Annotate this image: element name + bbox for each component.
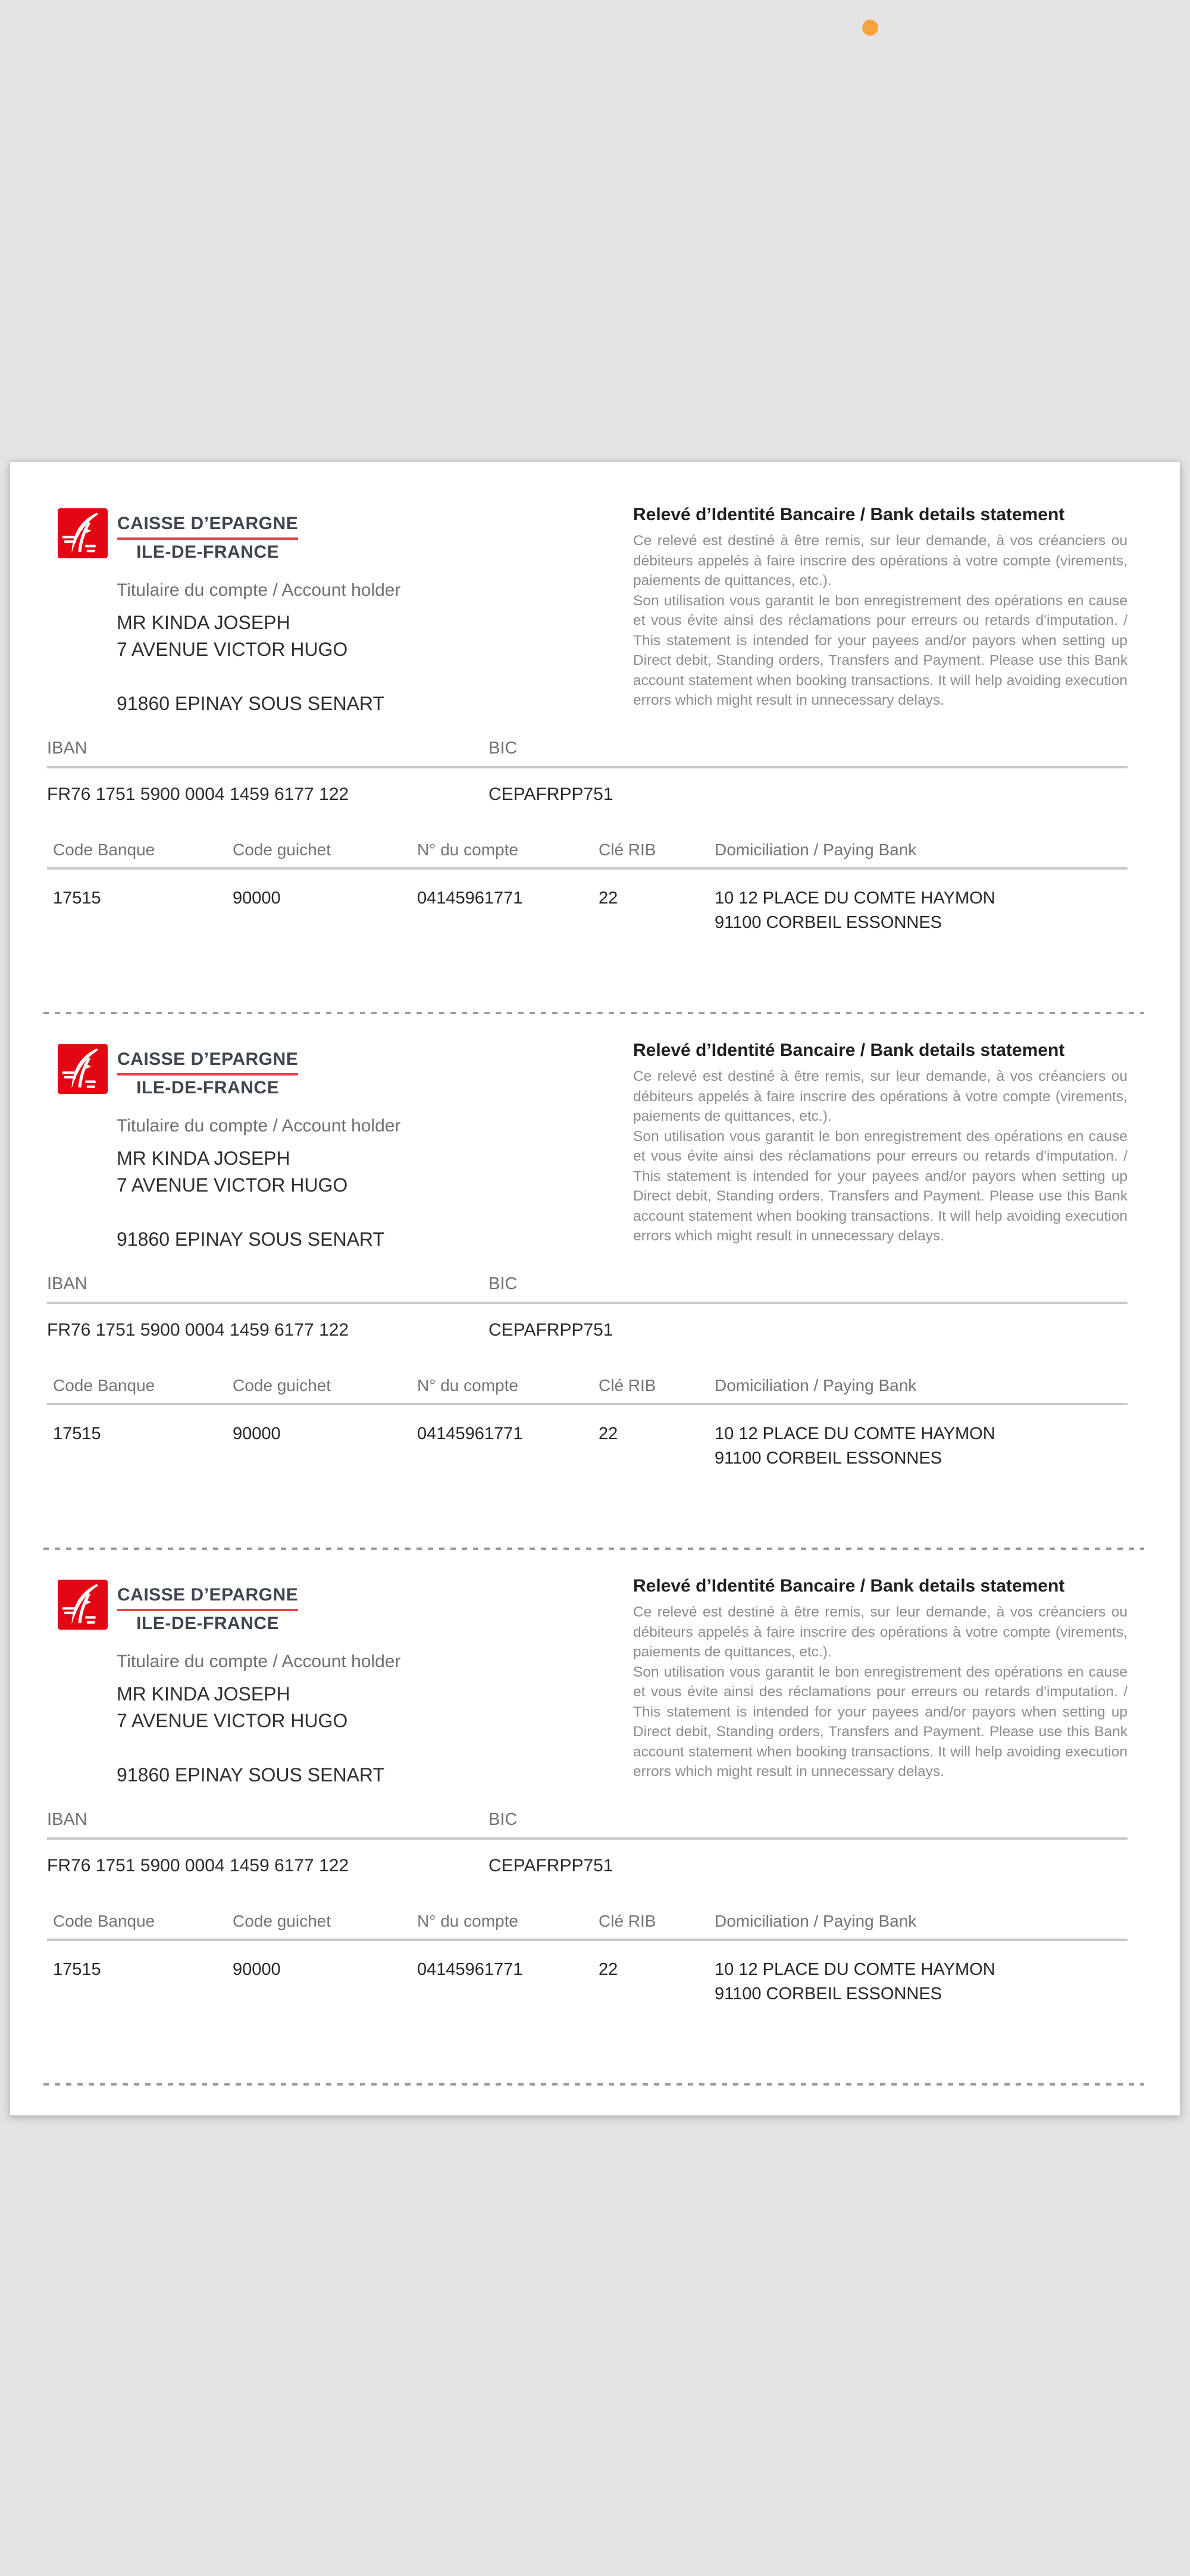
statement-info-column: [633, 1576, 1128, 1782]
iban-bic-label-row: [47, 739, 1128, 758]
iban-bic-value-row: [47, 1320, 1128, 1340]
statement-title: Relevé d’Identité Bancaire / Bank details statement: [633, 1040, 1065, 1060]
account-holder-block: [117, 1116, 633, 1253]
domiciliation-line2: 91100 CORBEIL ESSONNES: [715, 1449, 942, 1468]
numero-compte-header: N° du compte: [417, 1912, 518, 1930]
rib-table-value-row: [47, 886, 1128, 935]
account-holder-city: 91860 EPINAY SOUS SENART: [117, 693, 384, 714]
domiciliation-header: Domiciliation / Paying Bank: [715, 1376, 917, 1395]
code-banque-header: Code Banque: [53, 1376, 155, 1395]
divider-line: [47, 1302, 1128, 1304]
iban-label: IBAN: [47, 739, 87, 758]
rib-table-value-row: [47, 1958, 1128, 2006]
section-header: [47, 505, 1128, 717]
iban-label: IBAN: [47, 1810, 87, 1829]
rib-table-header-row: [47, 1376, 1128, 1395]
divider-line: [47, 1939, 1128, 1941]
divider-line: [47, 1403, 1128, 1405]
cle-rib-header: Clé RIB: [599, 1912, 656, 1930]
cle-rib-header: Clé RIB: [599, 840, 656, 859]
statement-title: Relevé d’Identité Bancaire / Bank details statement: [633, 1576, 1065, 1596]
document-page: [10, 461, 1180, 2116]
divider-line: [47, 867, 1128, 870]
cut-line-separator: [43, 2083, 1144, 2086]
bank-region: ILE-DE-FRANCE: [136, 1078, 279, 1098]
account-holder-block: [117, 580, 633, 717]
account-holder-name: MR KINDA JOSEPH: [117, 612, 290, 633]
domiciliation-header: Domiciliation / Paying Bank: [715, 840, 917, 859]
domiciliation-line2: 91100 CORBEIL ESSONNES: [715, 913, 942, 932]
statement-paragraph-fr: Ce relevé est destiné à être remis, sur leur demande, à vos créanciers ou débiteurs appelés à faire inscrire des opérations à votre compte (virements, paiements de quittances, etc.).: [633, 1604, 1128, 1660]
cle-rib-value: 22: [599, 889, 618, 908]
recording-indicator-dot: [862, 20, 878, 36]
statement-paragraph-mixed: Son utilisation vous garantit le bon enregistrement des opérations en cause et vous évite ainsi des réclamations pour erreurs ou retards d'imputation. / This statement is intended for your payees and/or payors when setting up Direct debit, Standing orders, Transfers and Payment. Please use this Bank account statement when booking transactions. It will help avoiding execution errors which might result in unnecessary delays.: [633, 592, 1128, 708]
account-holder-address: 7 AVENUE VICTOR HUGO: [117, 1174, 348, 1196]
numero-compte-header: N° du compte: [417, 1376, 518, 1395]
rib-statement-section: [47, 505, 1128, 1044]
iban-bic-label-row: [47, 1274, 1128, 1294]
bank-and-holder-column: [47, 1044, 633, 1253]
code-guichet-header: Code guichet: [233, 840, 331, 859]
bank-name: CAISSE D’EPARGNE: [117, 1049, 298, 1076]
code-banque-value: 17515: [53, 889, 101, 908]
bic-value: CEPAFRPP751: [488, 1320, 613, 1340]
section-header: [47, 1576, 1128, 1789]
domiciliation-value: [715, 886, 1128, 935]
statement-paragraph-mixed: Son utilisation vous garantit le bon enregistrement des opérations en cause et vous évite ainsi des réclamations pour erreurs ou retards d'imputation. / This statement is intended for your payees and/or payors when setting up Direct debit, Standing orders, Transfers and Payment. Please use this Bank account statement when booking transactions. It will help avoiding execution errors which might result in unnecessary delays.: [633, 1128, 1128, 1244]
account-holder-label: Titulaire du compte / Account holder: [117, 1116, 401, 1136]
bank-brand: [58, 508, 633, 562]
iban-value: FR76 1751 5900 0004 1459 6177 122: [47, 1320, 349, 1340]
account-holder-label: Titulaire du compte / Account holder: [117, 580, 401, 600]
bank-name: CAISSE D’EPARGNE: [117, 1585, 298, 1611]
domiciliation-line1: 10 12 PLACE DU COMTE HAYMON: [715, 1960, 995, 1979]
caisse-epargne-squirrel-logo-icon: [58, 508, 108, 558]
section-header: [47, 1040, 1128, 1253]
bank-name-block: [117, 1044, 298, 1098]
statement-paragraph-fr: Ce relevé est destiné à être remis, sur leur demande, à vos créanciers ou débiteurs appelés à faire inscrire des opérations à votre compte (virements, paiements de quittances, etc.).: [633, 533, 1128, 589]
bic-value: CEPAFRPP751: [488, 1856, 613, 1875]
bank-brand: [58, 1580, 633, 1634]
account-holder-name: MR KINDA JOSEPH: [117, 1148, 290, 1169]
statement-title: Relevé d’Identité Bancaire / Bank details statement: [633, 505, 1065, 524]
cle-rib-value: 22: [599, 1424, 618, 1443]
bank-region: ILE-DE-FRANCE: [136, 542, 279, 562]
rib-statement-section: [47, 1576, 1128, 2115]
iban-label: IBAN: [47, 1274, 87, 1293]
account-holder-address: 7 AVENUE VICTOR HUGO: [117, 1710, 348, 1731]
code-guichet-value: 90000: [233, 1960, 281, 1979]
account-holder-city: 91860 EPINAY SOUS SENART: [117, 1228, 384, 1250]
account-holder-label: Titulaire du compte / Account holder: [117, 1652, 401, 1671]
bank-name-block: [117, 1580, 298, 1634]
rib-statement-section: [47, 1040, 1128, 1580]
iban-value: FR76 1751 5900 0004 1459 6177 122: [47, 784, 349, 804]
rib-table-header-row: [47, 1912, 1128, 1931]
code-banque-header: Code Banque: [53, 1912, 155, 1930]
cut-line-separator: [43, 1012, 1144, 1014]
domiciliation-line2: 91100 CORBEIL ESSONNES: [715, 1984, 942, 2003]
code-guichet-value: 90000: [233, 889, 281, 908]
divider-line: [47, 766, 1128, 768]
iban-bic-value-row: [47, 784, 1128, 805]
bank-name-block: [117, 508, 298, 562]
divider-line: [47, 1837, 1128, 1840]
bic-label: BIC: [488, 1810, 518, 1829]
bic-label: BIC: [488, 1274, 518, 1293]
domiciliation-value: [715, 1422, 1128, 1471]
bank-name: CAISSE D’EPARGNE: [117, 514, 298, 540]
numero-compte-value: 04145961771: [417, 889, 523, 908]
code-banque-value: 17515: [53, 1424, 101, 1443]
account-holder-city: 91860 EPINAY SOUS SENART: [117, 1764, 384, 1786]
rib-sections-container: [47, 505, 1128, 2115]
rib-table-value-row: [47, 1422, 1128, 1471]
bic-label: BIC: [488, 739, 518, 758]
statement-info-column: [633, 505, 1128, 711]
iban-value: FR76 1751 5900 0004 1459 6177 122: [47, 1856, 349, 1875]
bank-region: ILE-DE-FRANCE: [136, 1614, 279, 1633]
domiciliation-line1: 10 12 PLACE DU COMTE HAYMON: [715, 889, 995, 908]
caisse-epargne-squirrel-logo-icon: [58, 1580, 108, 1630]
caisse-epargne-squirrel-logo-icon: [58, 1044, 108, 1094]
numero-compte-header: N° du compte: [417, 840, 518, 859]
numero-compte-value: 04145961771: [417, 1960, 523, 1979]
bic-value: CEPAFRPP751: [488, 784, 613, 804]
iban-bic-label-row: [47, 1810, 1128, 1830]
statement-paragraph-mixed: Son utilisation vous garantit le bon enregistrement des opérations en cause et vous évite ainsi des réclamations pour erreurs ou retards d'imputation. / This statement is intended for your payees and/or payors when setting up Direct debit, Standing orders, Transfers and Payment. Please use this Bank account statement when booking transactions. It will help avoiding execution errors which might result in unnecessary delays.: [633, 1664, 1128, 1780]
iban-bic-value-row: [47, 1856, 1128, 1876]
cle-rib-value: 22: [599, 1960, 618, 1979]
domiciliation-value: [715, 1958, 1128, 2006]
bank-and-holder-column: [47, 1580, 633, 1789]
code-banque-header: Code Banque: [53, 840, 155, 859]
domiciliation-header: Domiciliation / Paying Bank: [715, 1912, 917, 1930]
cle-rib-header: Clé RIB: [599, 1376, 656, 1395]
account-holder-block: [117, 1652, 633, 1789]
cut-line-separator: [43, 1548, 1144, 1550]
code-guichet-header: Code guichet: [233, 1376, 331, 1395]
bank-brand: [58, 1044, 633, 1098]
bank-and-holder-column: [47, 508, 633, 717]
code-guichet-value: 90000: [233, 1424, 281, 1443]
code-guichet-header: Code guichet: [233, 1912, 331, 1930]
code-banque-value: 17515: [53, 1960, 101, 1979]
rib-table-header-row: [47, 840, 1128, 859]
numero-compte-value: 04145961771: [417, 1424, 523, 1443]
statement-paragraph-fr: Ce relevé est destiné à être remis, sur leur demande, à vos créanciers ou débiteurs appelés à faire inscrire des opérations à votre compte (virements, paiements de quittances, etc.).: [633, 1068, 1128, 1124]
statement-info-column: [633, 1040, 1128, 1246]
account-holder-address: 7 AVENUE VICTOR HUGO: [117, 639, 348, 660]
domiciliation-line1: 10 12 PLACE DU COMTE HAYMON: [715, 1424, 995, 1443]
account-holder-name: MR KINDA JOSEPH: [117, 1683, 290, 1705]
